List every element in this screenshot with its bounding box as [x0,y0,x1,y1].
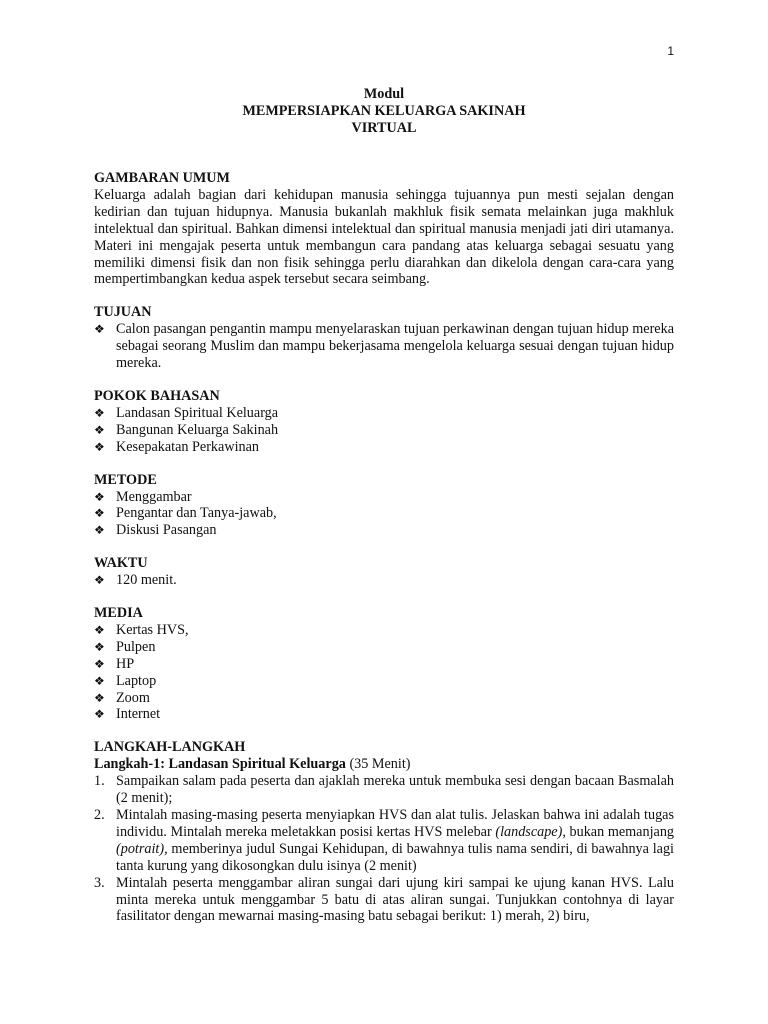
diamond-bullet-icon: ❖ [94,489,105,504]
step-text-part-1: Mintalah masing-masing peserta menyiapkan HVS dan alat tulis. Jelaskan bahwa ini adalah tugas individu. Mintalah mereka meletakkan posisi kertas HVS melebar [116,807,674,840]
section-metode [94,472,674,540]
diamond-bullet-icon: ❖ [94,656,105,671]
step-title [94,756,674,773]
section-heading: MEDIA [94,605,143,622]
diamond-bullet-icon: ❖ [94,707,105,722]
step-number: 1. [94,773,105,790]
step-text: Mintalah peserta menggambar aliran sungai dari ujung kiri sampai ke ujung kanan HVS. Lalu minta mereka untuk menggambar 5 batu di atas aliran sungai. Tunjukkan contohnya di layar fasilitator dengan mewarnai masing-masing batu sebagai berikut: 1) merah, 2) biru, [116,874,674,925]
step-number: 3. [94,874,105,891]
document-title [94,86,674,137]
section-heading: TUJUAN [94,304,152,321]
list-item-text: Landasan Spiritual Keluarga [116,404,279,421]
diamond-bullet-icon: ❖ [94,639,105,654]
section-paragraph: Keluarga adalah bagian dari kehidupan manusia sehingga tujuannya pun mesti sejalan dengan kedirian dan tujuan hidupnya. Manusia bukanlah makhluk fisik semata melainkan juga makhluk intelektual dan spiritual. Bahkan dimensi intelektual dan spiritual manusia menjadi jati diri utamanya. Materi ini mengajak peserta untuk membangun cara pandang atas keluarga sebagai sesuatu yang memiliki dimensi fisik dan non fisik sehingga perlu diarahkan dan dikelola dengan cara-cara yang mempertimbangkan kedua aspek tersebut secara seimbang. [94,186,674,288]
document-content [94,86,674,941]
diamond-bullet-icon: ❖ [94,405,105,420]
list-item [94,505,674,522]
list-item [94,489,674,506]
list-item-text: Menggambar [116,488,192,505]
list-item [94,622,674,639]
list-item-text: Internet [116,706,161,723]
list-item-text: Zoom [116,689,150,706]
step-text-part-2: , bukan memanjang [562,823,675,840]
list-item-text: Calon pasangan pengantin mampu menyelaraskan tujuan perkawinan dengan tujuan hidup mereka sebagai seorang Muslim dan mampu bekerjasama mengelola keluarga sesuai dengan tujuan hidup mereka. [116,321,674,372]
list-item [94,405,674,422]
step-text: Sampaikan salam pada peserta dan ajaklah mereka untuk membuka sesi dengan bacaan Basmalah (2 menit); [116,773,674,807]
section-heading: POKOK BAHASAN [94,387,220,404]
step-item [94,807,674,875]
section-media [94,605,674,723]
step-item [94,875,674,926]
list-item [94,572,674,589]
diamond-bullet-icon: ❖ [94,573,105,588]
list-item [94,706,674,723]
title-line-3: VIRTUAL [351,120,417,136]
diamond-bullet-icon: ❖ [94,439,105,454]
list-item-text: Laptop [116,672,157,689]
list-item [94,673,674,690]
list-item [94,439,674,456]
section-heading: LANGKAH-LANGKAH [94,739,246,756]
list-item [94,639,674,656]
section-gambaran-umum [94,170,674,288]
section-tujuan [94,304,674,372]
list-item-text: HP [116,655,135,672]
bullet-list [94,405,674,456]
title-line-2: MEMPERSIAPKAN KELUARGA SAKINAH [242,103,526,119]
diamond-bullet-icon: ❖ [94,673,105,688]
section-heading: METODE [94,471,157,488]
bullet-list [94,622,674,723]
page-number: 1 [667,44,674,58]
diamond-bullet-icon: ❖ [94,690,105,705]
step-item [94,773,674,807]
diamond-bullet-icon: ❖ [94,523,105,538]
list-item-text: Diskusi Pasangan [116,522,217,539]
step-text-italic-2: (potrait), [116,840,168,857]
list-item [94,656,674,673]
list-item-text: Bangunan Keluarga Sakinah [116,421,279,438]
section-pokok-bahasan [94,388,674,456]
step-text-italic-1: (landscape) [495,823,563,840]
bullet-list [94,321,674,372]
section-heading: GAMBARAN UMUM [94,170,230,186]
list-item [94,690,674,707]
bullet-list [94,572,674,589]
list-item [94,422,674,439]
diamond-bullet-icon: ❖ [94,322,105,337]
list-item-text: Pengantar dan Tanya-jawab, [116,505,277,522]
bullet-list [94,489,674,540]
section-langkah-langkah [94,739,674,925]
step-text-part-3: memberinya judul Sungai Kehidupan, di bawahnya tulis nama sendiri, di bawahnya lagi tanta kurung yang dikosongkan dulu isinya (2 menit) [116,840,674,874]
section-waktu [94,555,674,589]
section-heading: WAKTU [94,555,148,572]
list-item-text: Kertas HVS, [116,621,189,638]
list-item-text: Pulpen [116,638,156,655]
list-item [94,522,674,539]
step-title-duration: (35 Menit) [345,756,411,773]
list-item-text: Kesepakatan Perkawinan [116,438,259,455]
step-number: 2. [94,807,105,823]
step-title-bold: Langkah-1: Landasan Spiritual Keluarga [94,756,346,773]
title-line-1: Modul [363,86,405,102]
list-item [94,321,674,372]
diamond-bullet-icon: ❖ [94,622,105,637]
list-item-text: 120 menit. [116,572,177,589]
diamond-bullet-icon: ❖ [94,506,105,521]
diamond-bullet-icon: ❖ [94,422,105,437]
steps-list [94,773,674,925]
